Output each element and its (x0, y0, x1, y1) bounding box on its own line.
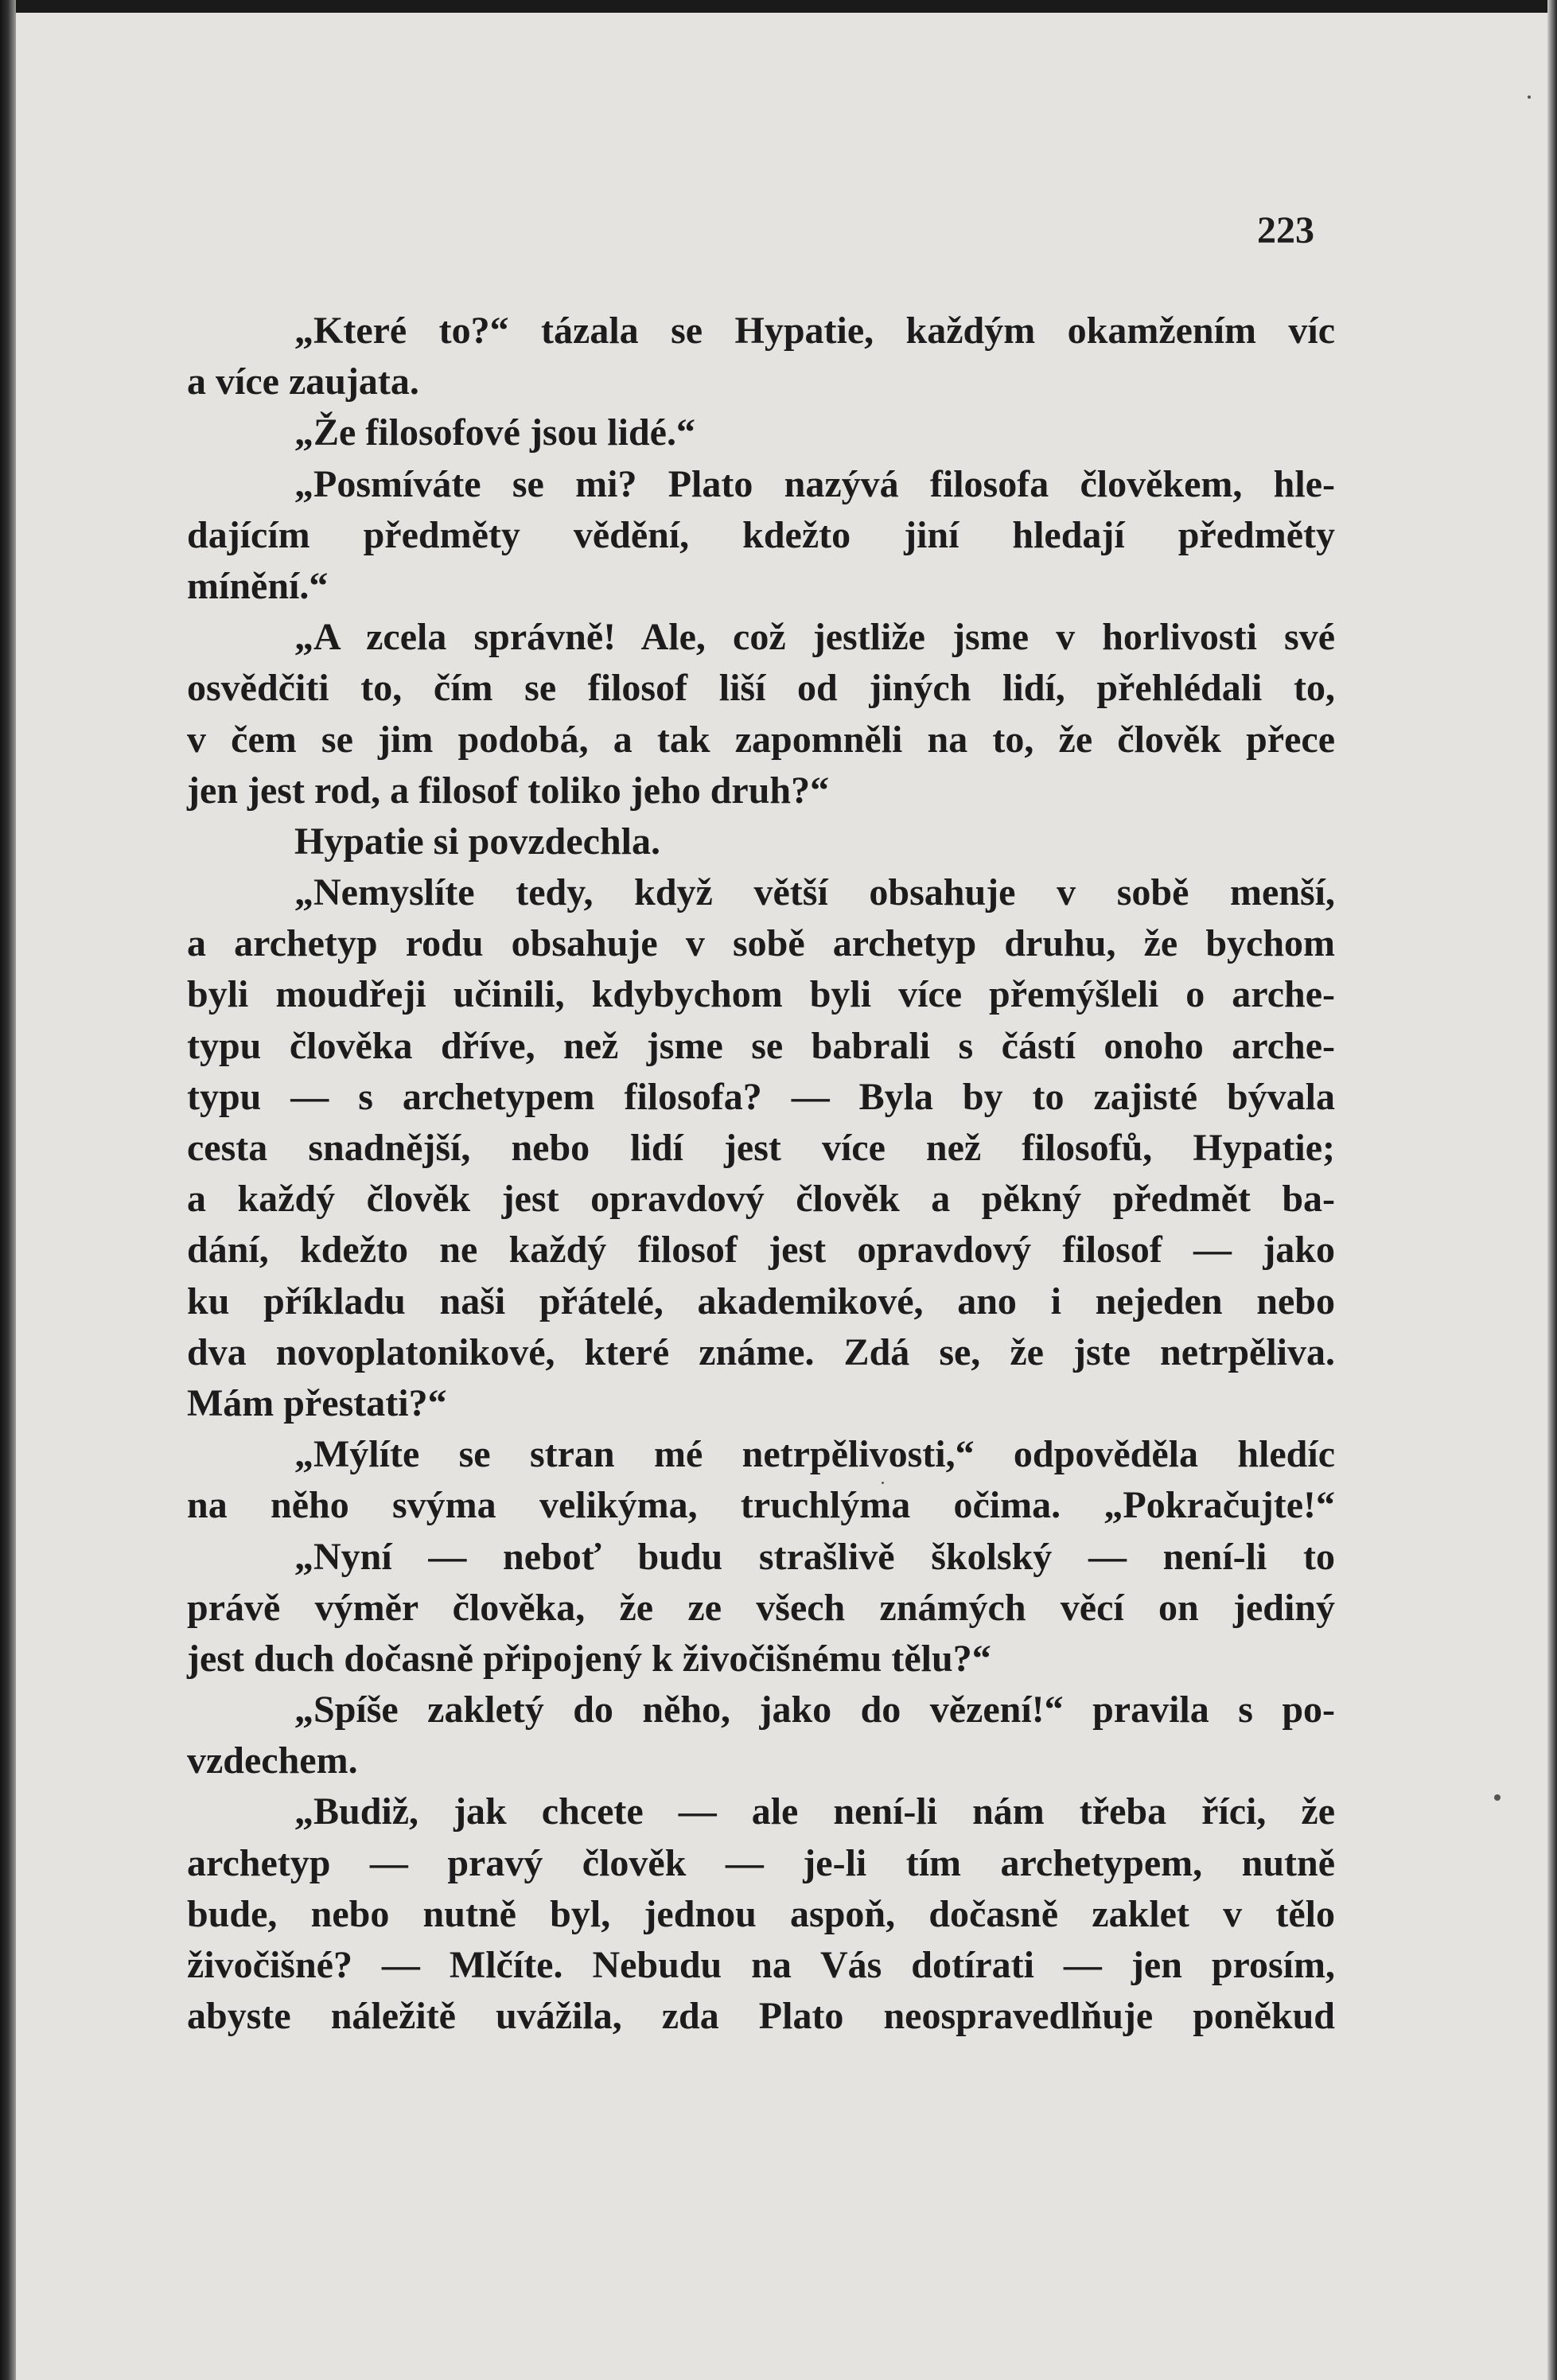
text-line: „Nemyslíte tedy, když větší obsahuje v sobě menší, (294, 871, 1335, 914)
body-text (187, 306, 1335, 2042)
text-line: v čem se jim podobá, a tak zapomněli na to, že člověk přece (187, 718, 1335, 761)
scan-border-right (1547, 0, 1557, 2380)
text-line: živočišné? — Mlčíte. Nebudu na Vás dotírati — jen prosím, (187, 1944, 1335, 1986)
text-line: archetyp — pravý člověk — je-li tím archetypem, nutně (187, 1841, 1335, 1884)
scan-speck (1494, 1794, 1501, 1801)
text-line: dání, kdežto ne každý filosof jest opravdový filosof — jako (187, 1229, 1335, 1272)
text-line: a více zaujata. (187, 360, 419, 403)
text-line: a každý člověk jest opravdový člověk a pěkný předmět ba- (187, 1178, 1335, 1221)
text-line: jen jest rod, a filosof toliko jeho druh?“ (187, 769, 830, 812)
text-line: „Posmíváte se mi? Plato nazývá filosofa člověkem, hle- (294, 462, 1335, 505)
text-line: právě výměr člověka, že ze všech známých věcí on jediný (187, 1586, 1335, 1629)
scan-border-top (0, 0, 1557, 13)
text-line: „Budiž, jak chcete — ale není-li nám třeba říci, že (294, 1790, 1335, 1833)
text-line: ku příkladu naši přátelé, akademikové, ano i nejeden nebo (187, 1280, 1335, 1322)
scan-border-left (0, 0, 16, 2380)
text-line: dajícím předměty vědění, kdežto jiní hledají předměty (187, 513, 1335, 556)
text-line: „Spíše zakletý do něho, jako do vězení!“ pravila s po- (294, 1689, 1335, 1731)
text-line: osvědčiti to, čím se filosof liší od jiných lidí, přehlédali to, (187, 667, 1335, 710)
text-line: jest duch dočasně připojený k živočišnému tělu?“ (187, 1637, 991, 1680)
text-line: bude, nebo nutně byl, jednou aspoň, dočasně zaklet v tělo (187, 1892, 1335, 1935)
text-line: typu — s archetypem filosofa? — Byla by to zajisté bývala (187, 1075, 1335, 1118)
text-line: na něho svýma velikýma, truchlýma očima. „Pokračujte!“ (187, 1484, 1335, 1527)
scan-speck (1528, 95, 1531, 99)
text-line: Hypatie si povzdechla. (294, 820, 661, 863)
text-line: „Mýlíte se stran mé netrpělivosti,“ odpověděla hledíc (294, 1433, 1335, 1476)
text-line: dva novoplatonikové, které známe. Zdá se, že jste netrpěliva. (187, 1330, 1335, 1373)
text-line: „Které to?“ tázala se Hypatie, každým okamžením víc (294, 310, 1335, 352)
text-line: a archetyp rodu obsahuje v sobě archetyp druhu, že bychom (187, 922, 1335, 965)
text-line: „Že filosofové jsou lidé.“ (294, 411, 695, 454)
text-line: byli moudřeji učinili, kdybychom byli více přemýšleli o arche- (187, 973, 1335, 1016)
text-line: typu člověka dříve, než jsme se babrali s částí onoho arche- (187, 1024, 1335, 1067)
page-number: 223 (1257, 209, 1314, 251)
text-line: Mám přestati?“ (187, 1381, 447, 1424)
text-line: abyste náležitě uvážila, zda Plato neospravedlňuje poněkud (187, 1995, 1335, 2038)
text-line: cesta snadnější, nebo lidí jest více než filosofů, Hypatie; (187, 1127, 1335, 1169)
text-line: vzdechem. (187, 1739, 358, 1782)
text-line: mínění.“ (187, 564, 329, 607)
text-line: „Nyní — neboť budu strašlivě školský — není-li to (294, 1535, 1335, 1578)
text-line: „A zcela správně! Ale, což jestliže jsme v horlivosti své (294, 616, 1335, 659)
